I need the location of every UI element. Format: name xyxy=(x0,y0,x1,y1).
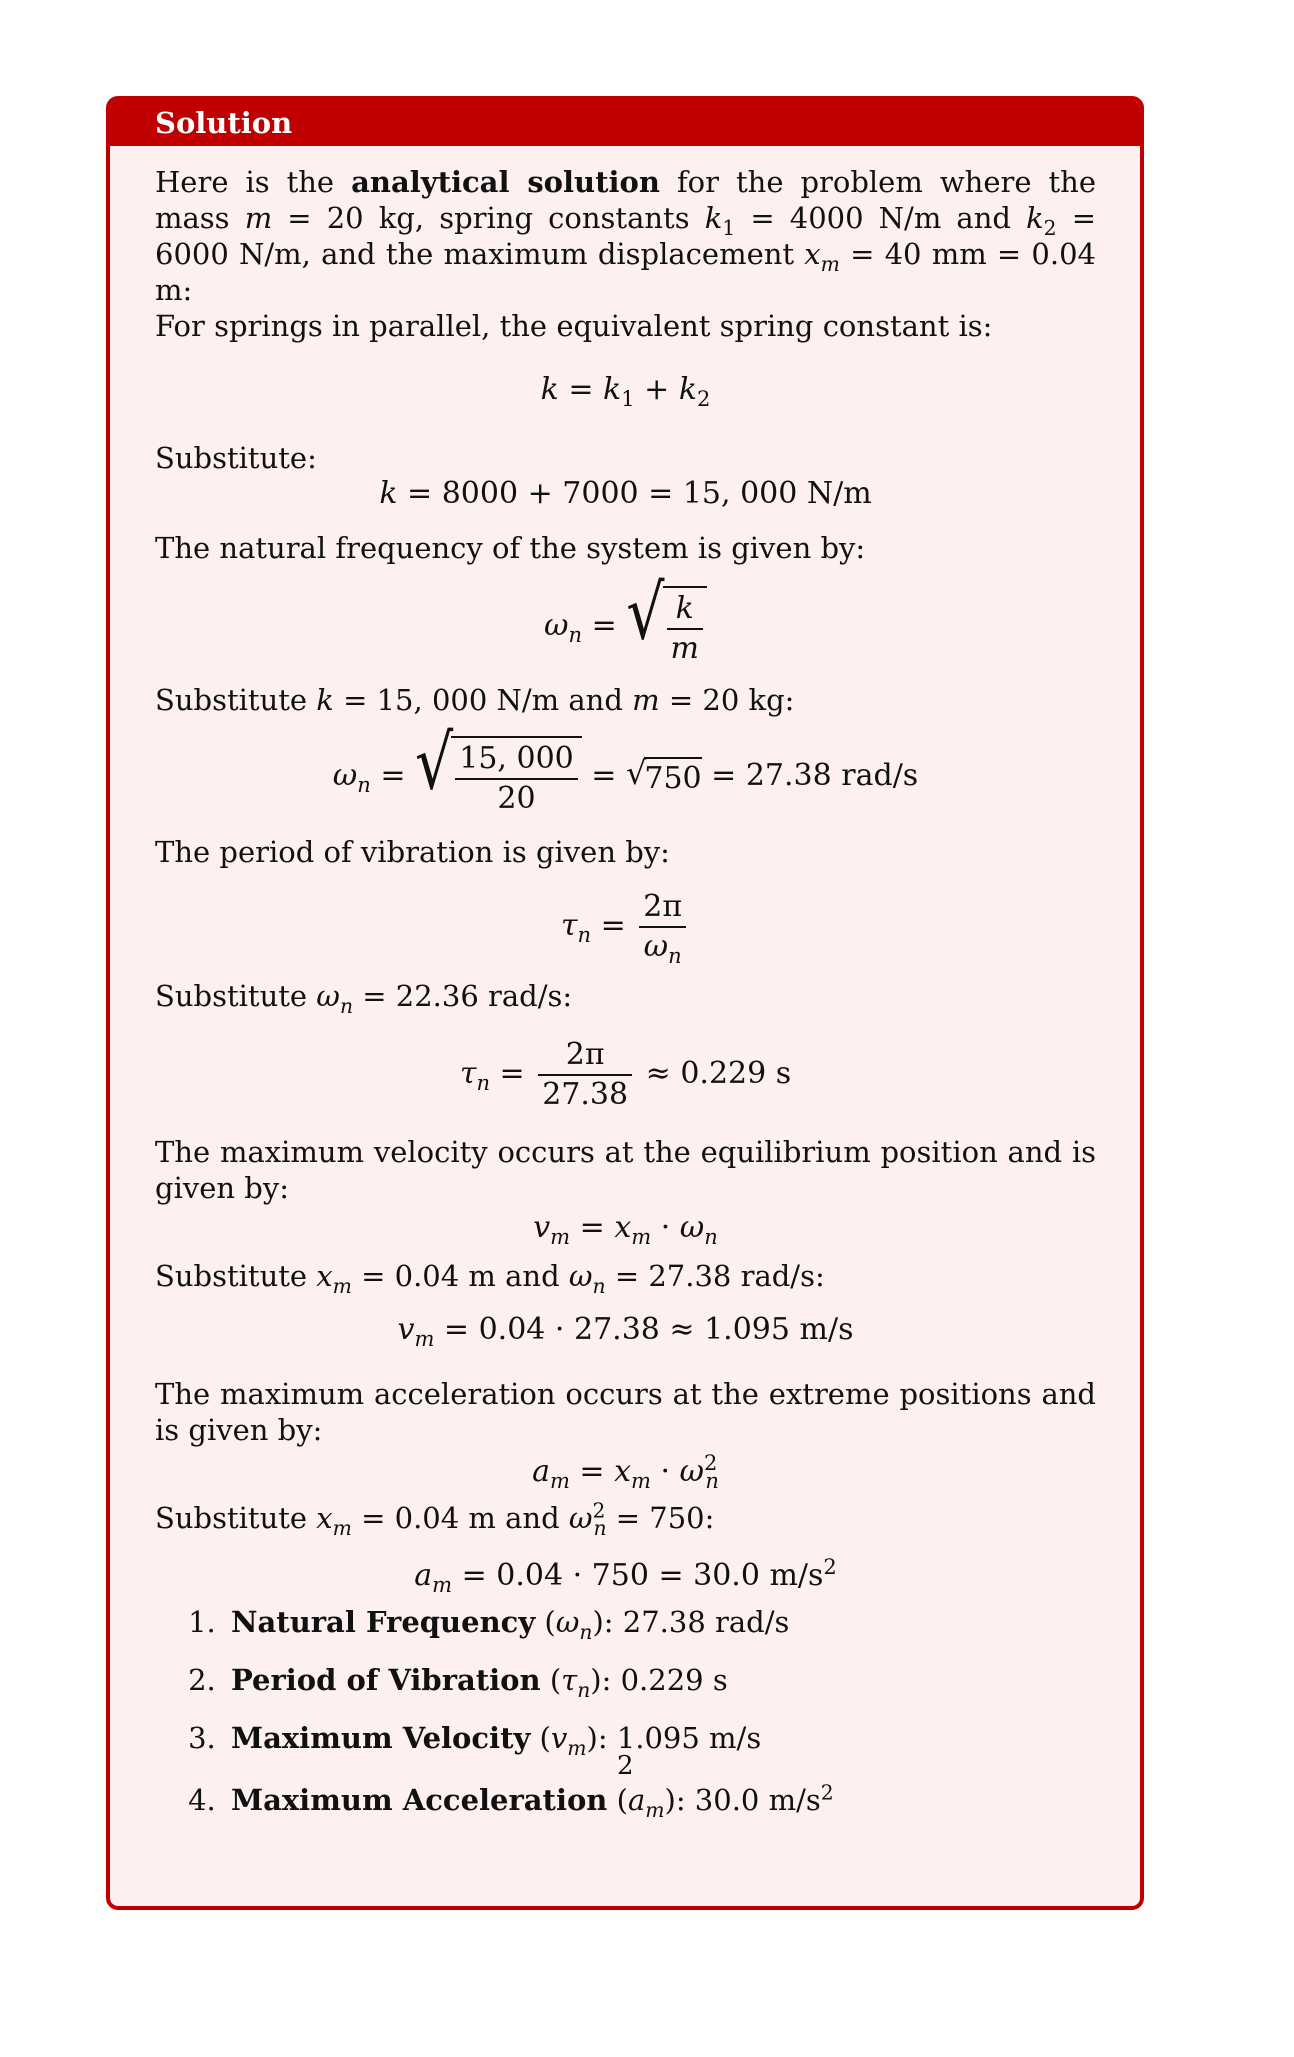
substitute-k-m-text: Substitute k = 15, 000 N/m and m = 20 kg: xyxy=(155,683,795,717)
natural-frequency-text: The natural frequency of the system is given by: xyxy=(155,531,866,565)
substitute-velocity-text: Substitute $x_m = 0.04$ m and $\omega_n = 27.38$ rad/s: xyxy=(155,1259,825,1298)
solution-header: Solution xyxy=(110,100,1140,146)
substitute-omega-text: Substitute $\omega_n = 22.36$ rad/s: xyxy=(155,979,573,1018)
eq-omega-value: $\omega_n$ = √ $\frac{15, 000}{20}$ = √ 750 = 27.38 rad/s xyxy=(332,719,919,816)
results-list-continued xyxy=(155,1780,1096,1822)
result-natural-frequency: 1. Natural Frequency $(\omega_n)$: 27.38 rad/s xyxy=(225,1604,1096,1640)
result-acceleration: 4. Maximum Acceleration $(a_m)$: 30.0 $m/s^2$ xyxy=(225,1782,1096,1818)
acceleration-text: The maximum acceleration occurs at the extreme positions and is given by: xyxy=(155,1377,1096,1447)
result-period: 2. Period of Vibration $(\tau_n)$: 0.229 s xyxy=(225,1662,1096,1698)
eq-omega-formula: $\omega_n$ = √ $\frac{k}{m}$ xyxy=(155,586,1096,668)
eq-acceleration-formula: $a_m = x_m \cdot \omega^2_n$ xyxy=(532,1451,719,1493)
substitute-label: Substitute: xyxy=(155,441,317,475)
substitute-acceleration-text: Substitute $x_m = 0.04$ m and $\omega^2_n = 750$: xyxy=(155,1498,715,1540)
eq-k-value: k = 8000 + 7000 = 15, 000 N/m xyxy=(379,476,872,511)
orphan-superscript: 2 xyxy=(617,1751,634,1781)
eq-tau-formula: $\tau_n$ = $\frac{2\pi}{\omega_n}$ xyxy=(155,888,1096,966)
solution-box xyxy=(106,96,1144,1910)
velocity-text: The maximum velocity occurs at the equilibrium position and is given by: xyxy=(155,1135,1096,1205)
eq-k-sum: $k = k_1 + k_2$ xyxy=(540,372,711,411)
eq-tau-value: $\tau_n$ = $\frac{2\pi}{27.38}$ ≈ 0.229 s xyxy=(459,1037,792,1112)
period-text: The period of vibration is given by: xyxy=(155,835,670,869)
solution-body xyxy=(110,146,1140,1822)
result-velocity: 3. Maximum Velocity $(v_m)$: 1.095 m/s xyxy=(225,1720,1096,1756)
eq-acceleration-value: $a_m = 0.04 \cdot 750 = 30.0$ $m/s^2$ xyxy=(414,1555,837,1597)
eq-velocity-value: $v_m = 0.04 \cdot 27.38 \approx 1.095$ m/s xyxy=(397,1312,854,1351)
results-list xyxy=(155,1604,1096,1760)
parallel-text: For springs in parallel, the equivalent spring constant is: xyxy=(155,309,993,343)
eq-velocity-formula: $v_m = x_m \cdot \omega_n$ xyxy=(533,1210,718,1249)
intro-paragraph: Here is the analytical solution for the problem where the mass m = 20 kg, spring constants $k_1 = 4000$ N/m and $k_2 = 6000$ N/m, and the maximum displacement $x_m = 40$ mm = 0.04 m: xyxy=(155,165,1096,307)
